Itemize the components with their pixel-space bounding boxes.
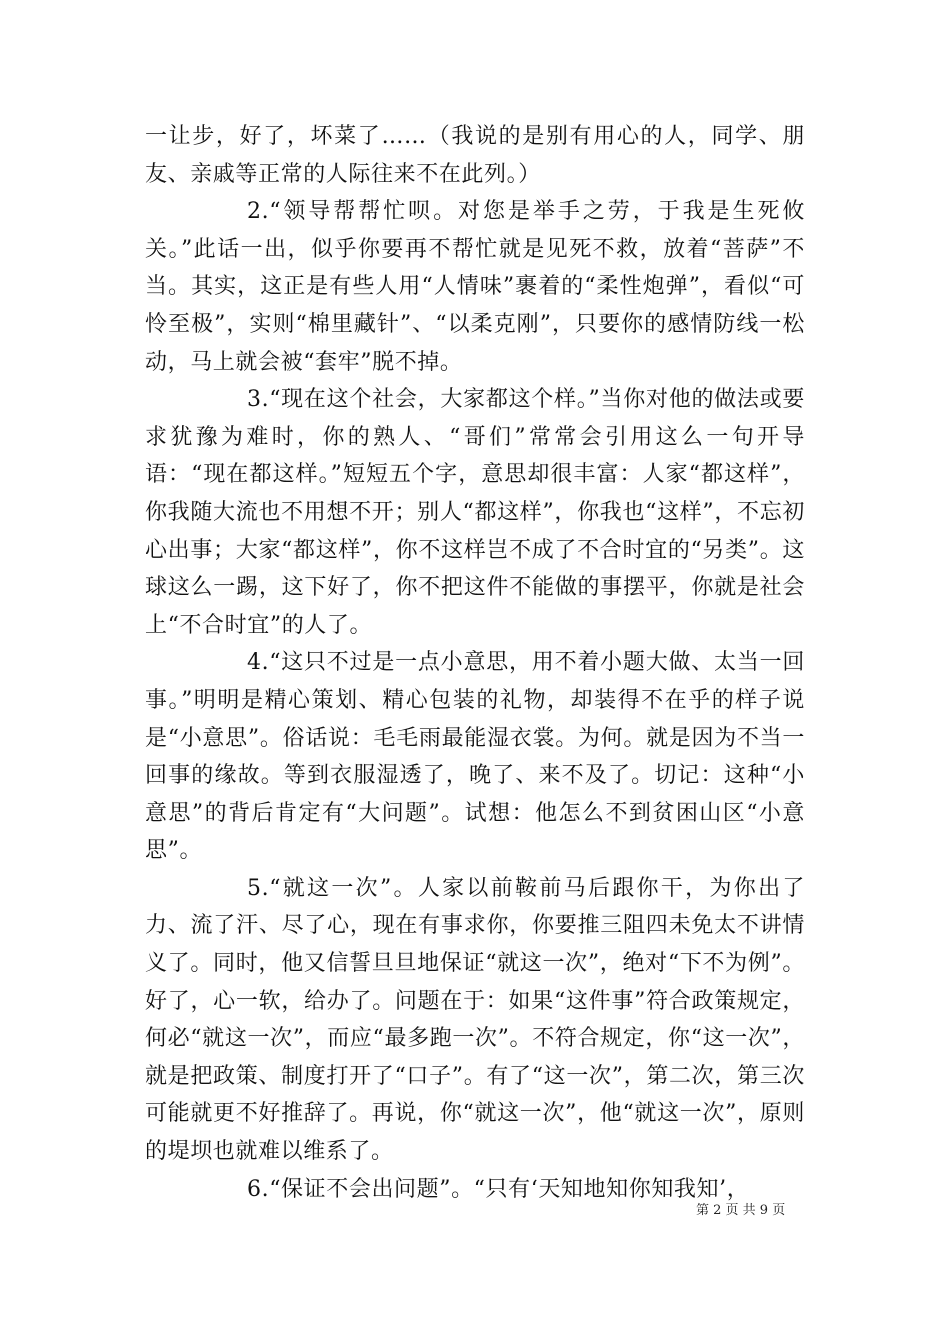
paragraph-continuation: 一让步，好了，坏菜了……（我说的是别有用心的人，同学、朋友、亲戚等正常的人际往来不在此列。） bbox=[145, 124, 805, 187]
paragraph-item-4: 4.“这只不过是一点小意思，用不着小题大做、太当一回事。”明明是精心策划、精心包装的礼物，却装得不在乎的样子说是“小意思”。俗话说：毛毛雨最能湿衣裳。为何。就是因为不当一回事的缘故。等到衣服湿透了，晚了、来不及了。切记：这种“小意思”的背后肯定有“大问题”。试想：他怎么不到贫困山区“小意思”。 bbox=[145, 650, 805, 864]
paragraph-item-5: 5.“就这一次”。人家以前鞍前马后跟你干，为你出了力、流了汗、尽了心，现在有事求你，你要推三阻四未免太不讲情义了。同时，他又信誓旦旦地保证“就这一次”，绝对“下不为例”。好了，心一软，给办了。问题在于：如果“这件事”符合政策规定，何必“就这一次”，而应“最多跑一次”。不符合规定，你“这一次”，就是把政策、制度打开了“口子”。有了“这一次”，第二次，第三次可能就更不好推辞了。再说，你“就这一次”，他“就这一次”，原则的堤坝也就难以维系了。 bbox=[145, 875, 805, 1165]
paragraph-item-6: 6.“保证不会出问题”。“只有‘天知地知你知我知’， bbox=[247, 1176, 750, 1202]
document-body bbox=[145, 118, 805, 1208]
paragraph-item-3: 3.“现在这个社会，大家都这个样。”当你对他的做法或要求犹豫为难时，你的熟人、“哥们”常常会引用这么一句开导语：“现在都这样。”短短五个字，意思却很丰富：人家“都这样”，你我随大流也不用想不开；别人“都这样”，你我也“这样”，不忘初心出事；大家“都这样”，你不这样岂不成了不合时宜的“另类”。这球这么一踢，这下好了，你不把这件不能做的事摆平，你就是社会上“不合时宜”的人了。 bbox=[145, 387, 805, 638]
paragraph-item-2: 2.“领导帮帮忙呗。对您是举手之劳，于我是生死攸关。”此话一出，似乎你要再不帮忙就是见死不救，放着“菩萨”不当。其实，这正是有些人用“人情味”裹着的“柔性炮弹”，看似“可怜至极”，实则“棉里藏针”、“以柔克刚”，只要你的感情防线一松动，马上就会被“套牢”脱不掉。 bbox=[145, 199, 805, 375]
page-number-footer: 第 2 页 共 9 页 bbox=[696, 1203, 786, 1218]
